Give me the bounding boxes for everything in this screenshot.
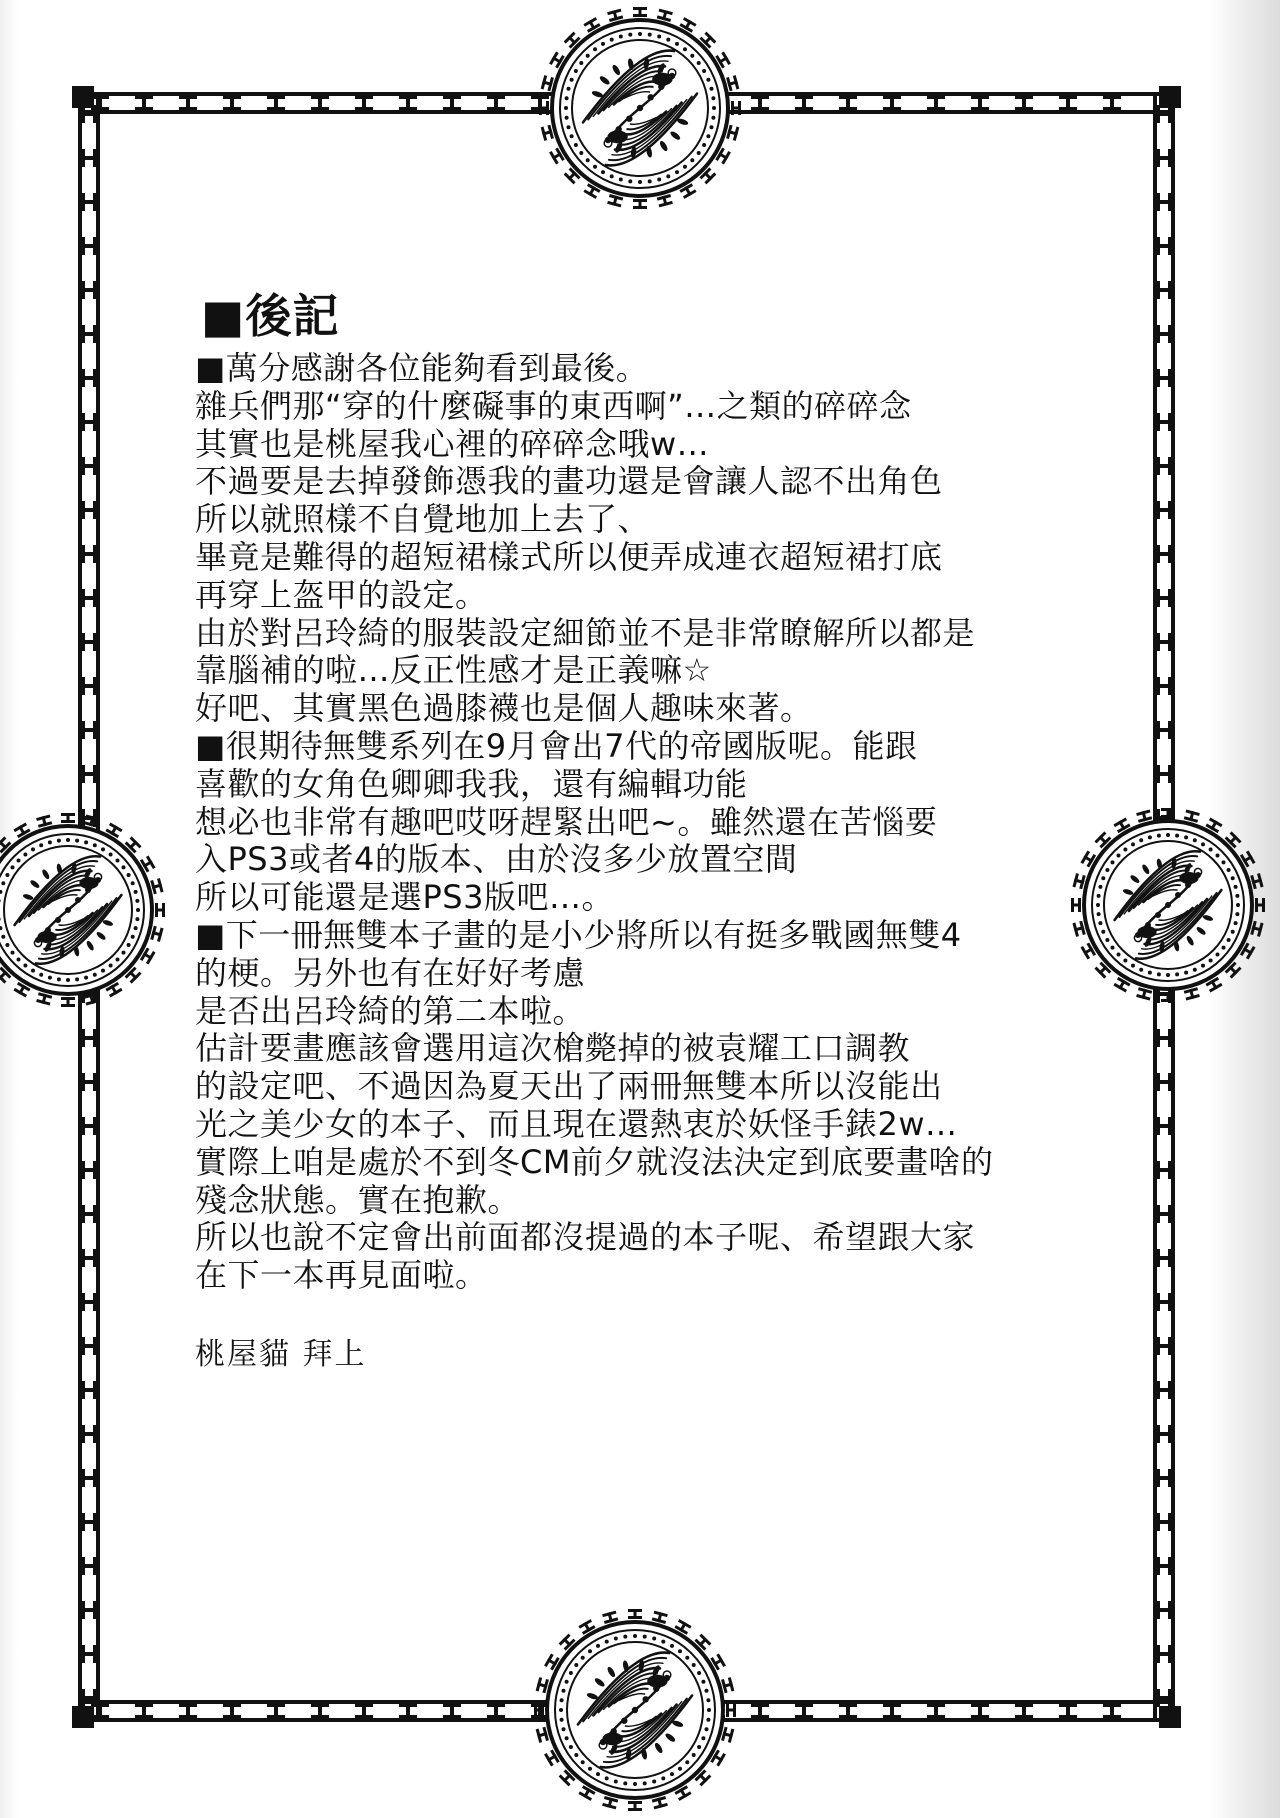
afterword-content bbox=[195, 288, 1095, 1375]
afterword-line: 想必也非常有趣吧哎呀趕緊出吧~。雖然還在苦惱要 bbox=[195, 802, 938, 841]
afterword-line: 靠腦補的啦…反正性感才是正義嘛☆ bbox=[195, 651, 712, 690]
afterword-line: 實際上咱是處於不到冬CM前夕就沒法決定到底要畫啥的 bbox=[195, 1142, 994, 1181]
afterword-line: 雜兵們那“穿的什麼礙事的東西啊”…之類的碎碎念 bbox=[195, 386, 912, 425]
afterword-line: 其實也是桃屋我心裡的碎碎念哦w… bbox=[195, 424, 710, 463]
afterword-line: 再穿上盔甲的設定。 bbox=[195, 575, 488, 614]
author-signature: 桃屋貓 拜上 bbox=[195, 1336, 367, 1372]
afterword-body bbox=[195, 350, 1095, 1295]
afterword-line: 畢竟是難得的超短裙樣式所以便弄成連衣超短裙打底 bbox=[195, 537, 943, 576]
phoenix-medallion-icon-bottom bbox=[532, 1607, 738, 1813]
afterword-line: 所以也說不定會出前面都沒提過的本子呢、希望跟大家 bbox=[195, 1218, 976, 1257]
afterword-line: 殘念狀態。實在抱歉。 bbox=[195, 1180, 521, 1219]
afterword-line: 不過要是去掉發飾憑我的畫功還是會讓人認不出角色 bbox=[195, 462, 943, 501]
afterword-line: 在下一本再見面啦。 bbox=[195, 1256, 488, 1295]
phoenix-medallion-icon-right bbox=[1069, 806, 1267, 1004]
afterword-line: 喜歡的女角色卿卿我我，還有編輯功能 bbox=[195, 764, 748, 803]
afterword-line: 好吧、其實黑色過膝襪也是個人趣味來著。 bbox=[195, 689, 813, 728]
afterword-line: 估計要畫應該會選用這次槍斃掉的被袁耀工口調教 bbox=[195, 1029, 911, 1068]
afterword-line: 由於對呂玲綺的服裝設定細節並不是非常瞭解所以都是 bbox=[195, 613, 976, 652]
phoenix-medallion-icon-top bbox=[537, 5, 743, 211]
afterword-line: 所以就照樣不自覺地加上去了、 bbox=[195, 500, 651, 539]
afterword-line: 入PS3或者4的版本、由於沒多少放置空間 bbox=[195, 840, 798, 879]
afterword-line: 是否出呂玲綺的第二本啦。 bbox=[195, 991, 586, 1030]
afterword-line: ■很期待無雙系列在9月會出7代的帝國版呢。能跟 bbox=[195, 726, 918, 765]
afterword-line: 光之美少女的本子、而且現在還熱衷於妖怪手錶2w… bbox=[195, 1104, 958, 1143]
afterword-line: 的梗。另外也有在好好考慮 bbox=[195, 953, 586, 992]
afterword-line: ■萬分感謝各位能夠看到最後。 bbox=[195, 349, 649, 387]
afterword-line: 的設定吧、不過因為夏天出了兩冊無雙本所以沒能出 bbox=[195, 1067, 943, 1106]
phoenix-medallion-icon-left bbox=[0, 811, 167, 1009]
afterword-title: ■後記 bbox=[201, 289, 340, 343]
afterword-line: 所以可能還是選PS3版吧…。 bbox=[195, 878, 614, 917]
afterword-line: ■下一冊無雙本子畫的是小少將所以有挺多戰國無雙4 bbox=[195, 915, 962, 954]
